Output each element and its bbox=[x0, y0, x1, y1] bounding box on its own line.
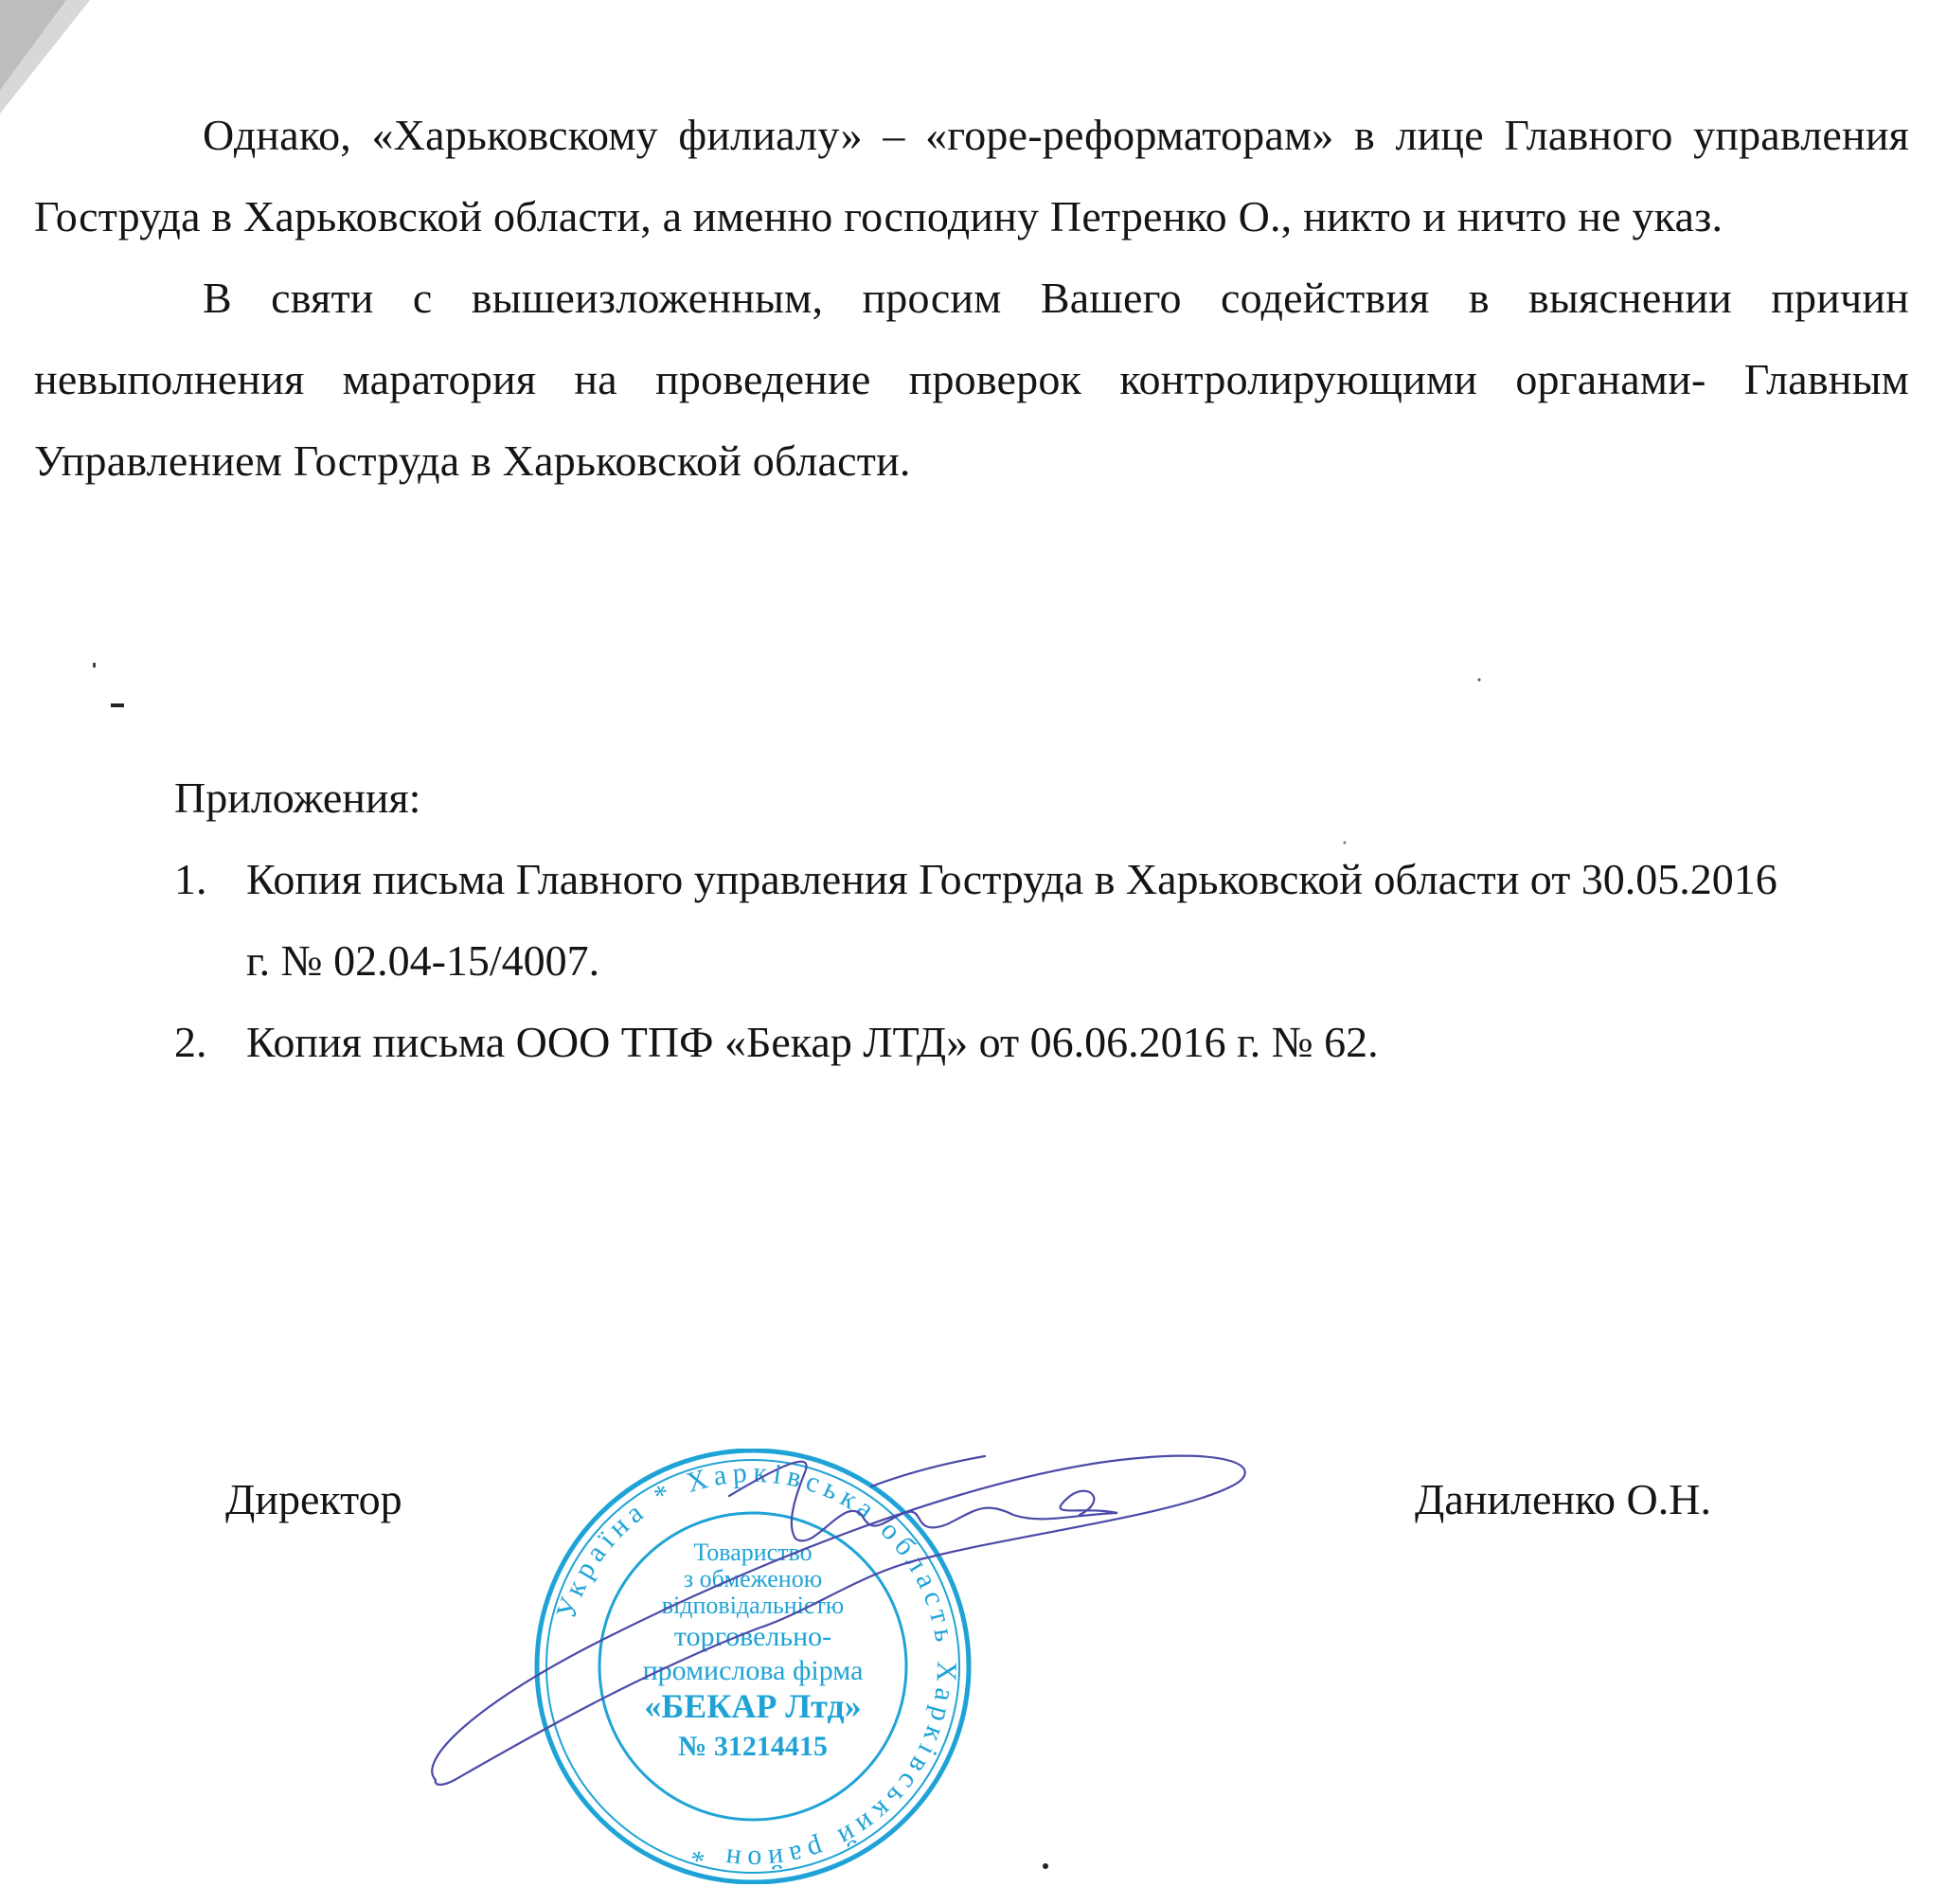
attachment-item bbox=[174, 1002, 1784, 1083]
attachment-number: 2. bbox=[174, 1018, 207, 1066]
stamp-line: з обмеженою bbox=[683, 1565, 823, 1593]
signer-name: Даниленко О.Н. bbox=[1415, 1475, 1711, 1523]
signer-position: Директор bbox=[225, 1475, 402, 1523]
signature-block bbox=[0, 1449, 1947, 1903]
attachments-list bbox=[174, 839, 1784, 1083]
stamp-outer-ring-text: Україна * Харківська область Харківський район * bbox=[550, 1456, 963, 1877]
stamp-line: «БЕКАР Лтд» bbox=[644, 1687, 862, 1725]
attachment-item bbox=[174, 839, 1784, 1002]
attachments-section bbox=[174, 757, 1784, 1083]
body-paragraph-1: Однако, «Харьковскому филиалу» – «горе-реформаторам» в лице Главного управления Гоструда в Харьковской области, а именно господину Петренко О., никто и ничто не указ. bbox=[34, 111, 1909, 240]
handwritten-signature bbox=[417, 1382, 1316, 1808]
attachment-number: 1. bbox=[174, 855, 207, 903]
stamp-line: № 31214415 bbox=[678, 1731, 828, 1762]
letter-body bbox=[34, 95, 1909, 502]
attachment-text: Копия письма ООО ТПФ «Бекар ЛТД» от 06.06.2016 г. № 62. bbox=[246, 1018, 1379, 1066]
stamp-line: торговельно- bbox=[673, 1621, 832, 1652]
attachments-title: Приложения: bbox=[174, 774, 421, 822]
stamp-line: Товариство bbox=[693, 1539, 813, 1566]
stamp-line: відповідальністю bbox=[661, 1592, 845, 1619]
stamp-line: промислова фірма bbox=[642, 1655, 864, 1686]
body-paragraph-2: В святи с вышеизложенным, просим Вашего содействия в выяснении причин невыполнения маратория на проведение проверок контролирующими органами- Главным Управлением Гоструда в Харьковской области. bbox=[34, 274, 1909, 485]
attachment-text: Копия письма Главного управления Гоструда в Харьковской области от 30.05.2016 г. № 02.04-15/4007. bbox=[246, 855, 1777, 985]
